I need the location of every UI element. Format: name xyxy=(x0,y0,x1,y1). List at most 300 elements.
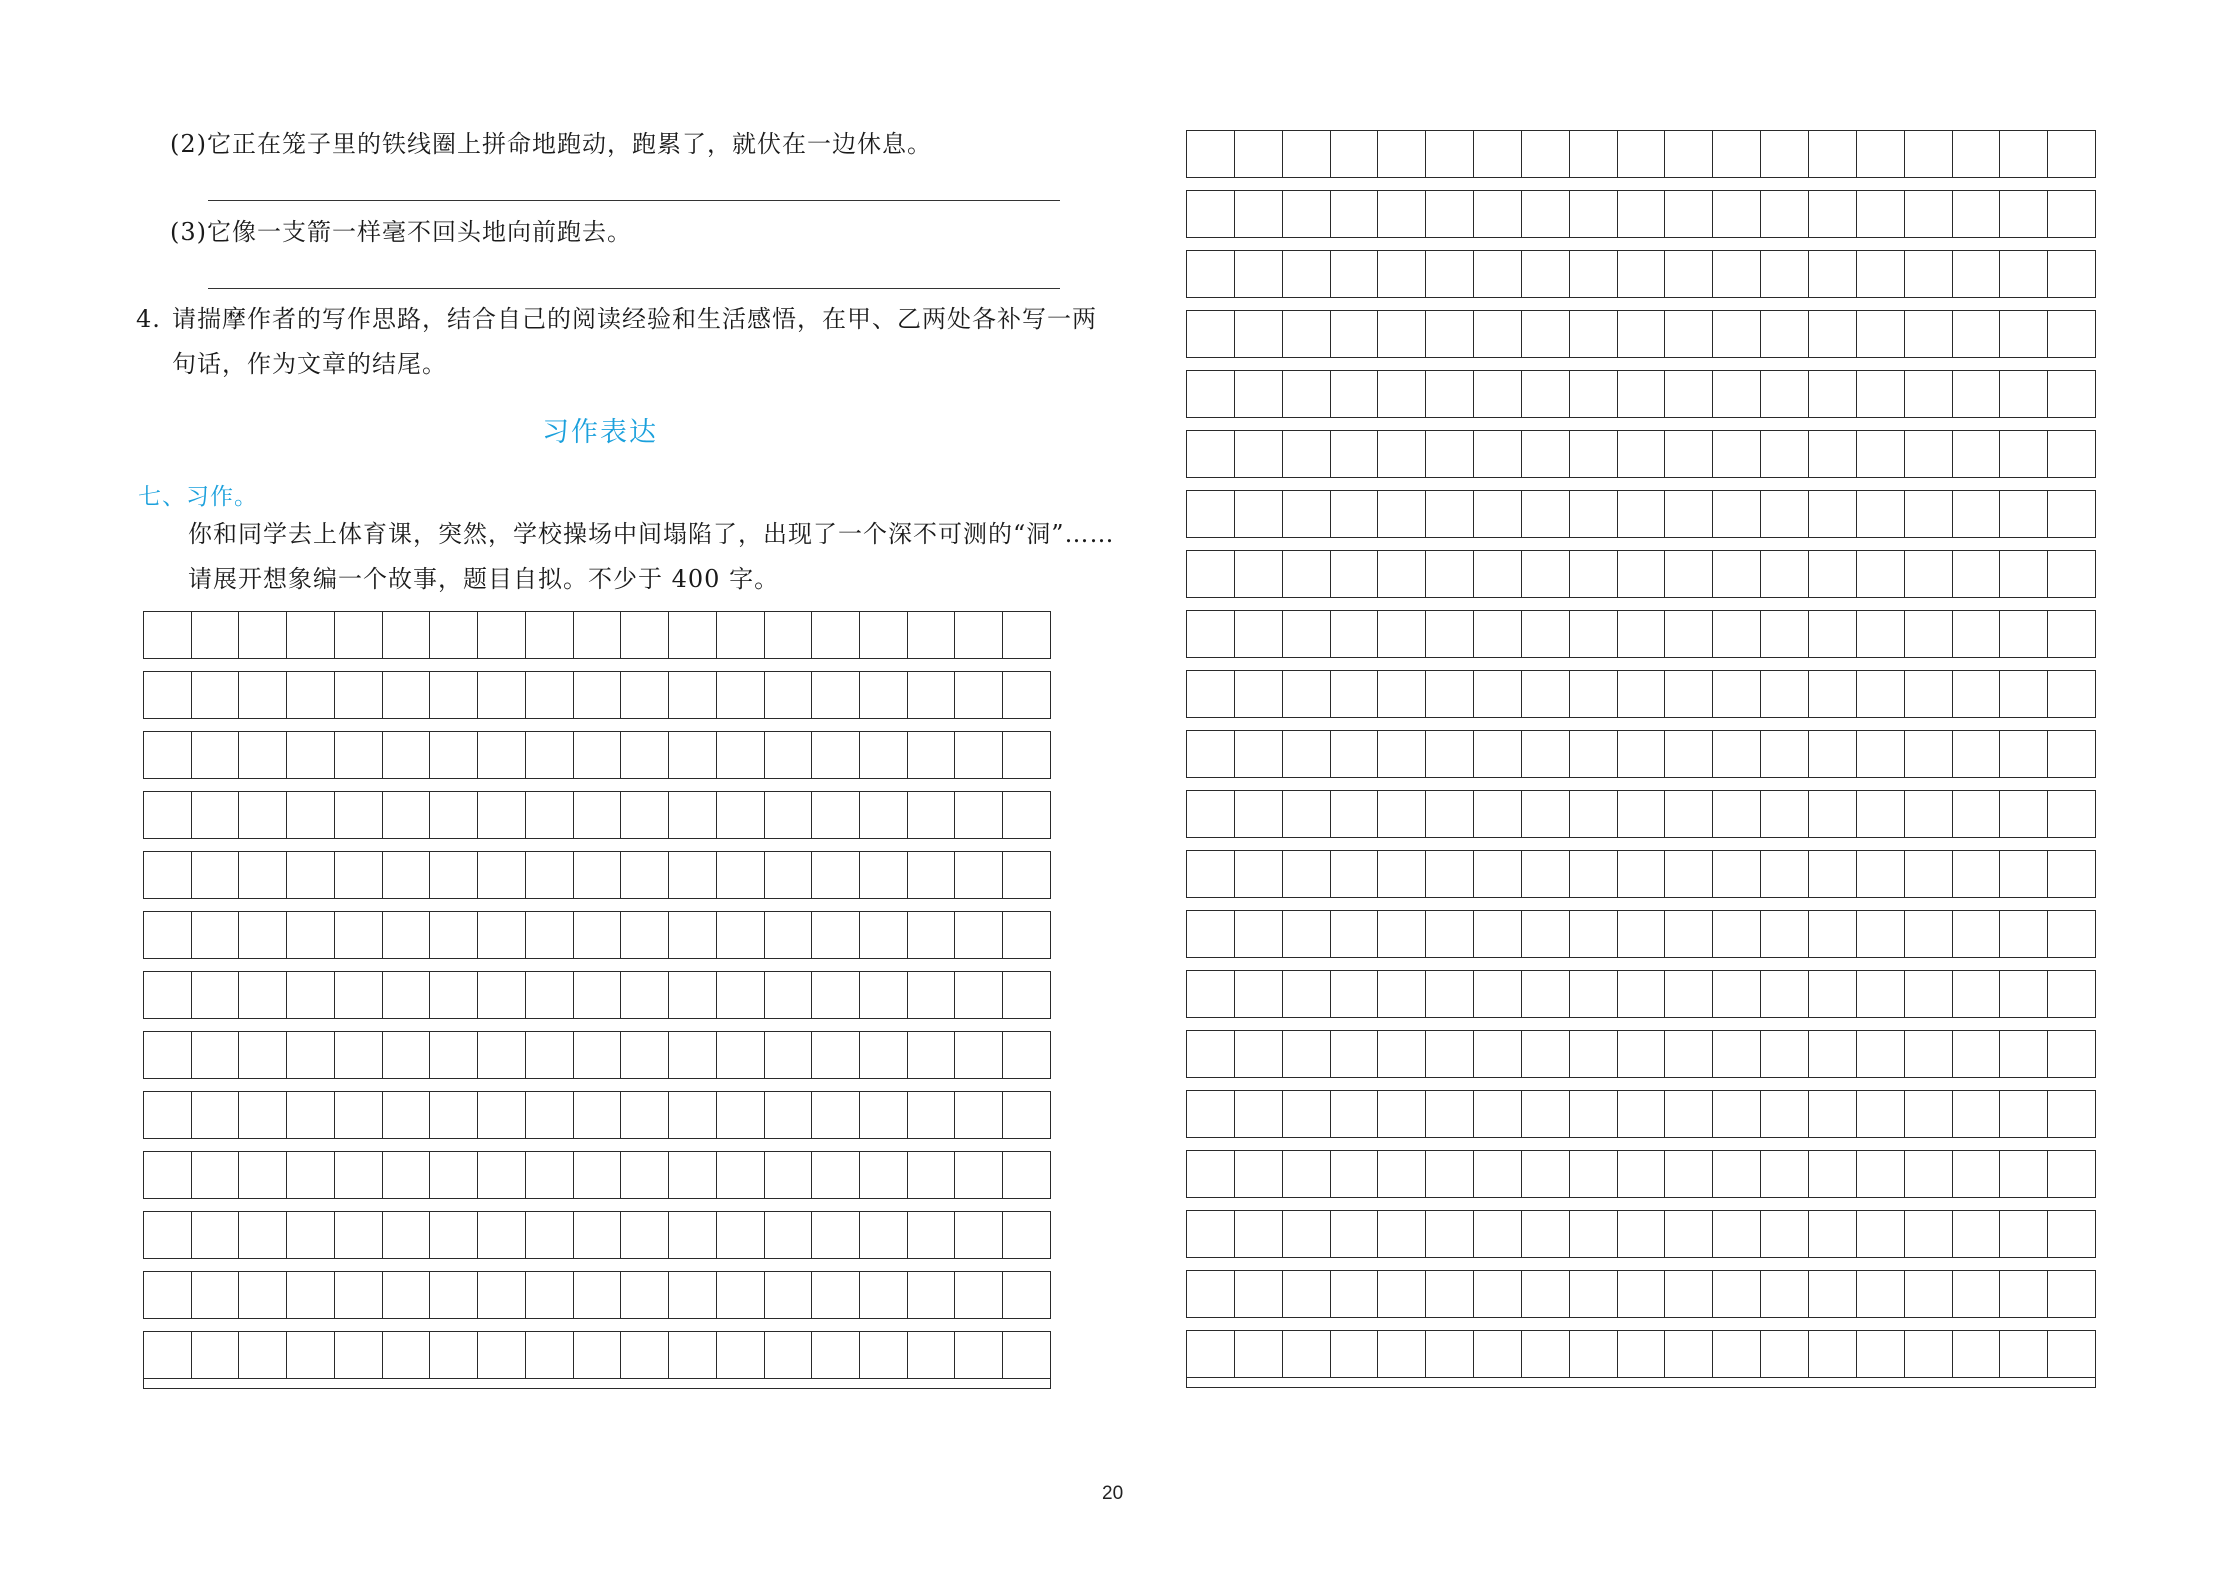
grid-cell[interactable] xyxy=(621,1092,669,1138)
grid-cell[interactable] xyxy=(478,1332,526,1378)
grid-cell[interactable] xyxy=(2000,1211,2048,1257)
grid-cell[interactable] xyxy=(1331,131,1379,177)
grid-cell[interactable] xyxy=(2048,971,2095,1017)
grid-cell[interactable] xyxy=(1474,1091,1522,1137)
grid-cell[interactable] xyxy=(717,852,765,898)
grid-cell[interactable] xyxy=(1378,371,1426,417)
grid-cell[interactable] xyxy=(1809,671,1857,717)
grid-cell[interactable] xyxy=(1187,131,1235,177)
grid-cell[interactable] xyxy=(717,1092,765,1138)
grid-cell[interactable] xyxy=(1618,491,1666,537)
grid-cell[interactable] xyxy=(2048,251,2095,297)
grid-cell[interactable] xyxy=(574,1032,622,1078)
grid-cell[interactable] xyxy=(1857,911,1905,957)
grid-cell[interactable] xyxy=(1665,1211,1713,1257)
grid-cell[interactable] xyxy=(1618,191,1666,237)
grid-cell[interactable] xyxy=(574,852,622,898)
grid-cell[interactable] xyxy=(1761,731,1809,777)
grid-cell[interactable] xyxy=(1570,191,1618,237)
grid-cell[interactable] xyxy=(621,612,669,658)
grid-cell[interactable] xyxy=(1187,911,1235,957)
grid-cell[interactable] xyxy=(669,1152,717,1198)
grid-cell[interactable] xyxy=(478,672,526,718)
grid-cell[interactable] xyxy=(1618,1211,1666,1257)
grid-cell[interactable] xyxy=(1713,251,1761,297)
grid-cell[interactable] xyxy=(2048,1271,2095,1317)
grid-cell[interactable] xyxy=(1378,1091,1426,1137)
grid-cell[interactable] xyxy=(1283,371,1331,417)
grid-cell[interactable] xyxy=(765,1272,813,1318)
grid-cell[interactable] xyxy=(860,1332,908,1378)
grid-cell[interactable] xyxy=(765,1152,813,1198)
grid-cell[interactable] xyxy=(1235,1031,1283,1077)
grid-cell[interactable] xyxy=(1187,311,1235,357)
grid-cell[interactable] xyxy=(192,1092,240,1138)
grid-cell[interactable] xyxy=(335,792,383,838)
grid-cell[interactable] xyxy=(1426,551,1474,597)
grid-cell[interactable] xyxy=(1283,1331,1331,1377)
grid-cell[interactable] xyxy=(335,852,383,898)
grid-cell[interactable] xyxy=(2000,971,2048,1017)
grid-cell[interactable] xyxy=(812,732,860,778)
grid-cell[interactable] xyxy=(574,1332,622,1378)
grid-cell[interactable] xyxy=(526,672,574,718)
grid-cell[interactable] xyxy=(192,672,240,718)
grid-cell[interactable] xyxy=(1570,671,1618,717)
grid-cell[interactable] xyxy=(1570,1331,1618,1377)
grid-cell[interactable] xyxy=(144,1212,192,1258)
grid-cell[interactable] xyxy=(1857,611,1905,657)
grid-cell[interactable] xyxy=(1618,611,1666,657)
grid-cell[interactable] xyxy=(765,912,813,958)
grid-cell[interactable] xyxy=(144,1272,192,1318)
grid-cell[interactable] xyxy=(335,1212,383,1258)
grid-cell[interactable] xyxy=(1283,551,1331,597)
grid-cell[interactable] xyxy=(1474,851,1522,897)
grid-cell[interactable] xyxy=(383,912,431,958)
grid-cell[interactable] xyxy=(2000,851,2048,897)
grid-cell[interactable] xyxy=(239,852,287,898)
grid-cell[interactable] xyxy=(2048,491,2095,537)
grid-cell[interactable] xyxy=(478,1272,526,1318)
grid-cell[interactable] xyxy=(1474,491,1522,537)
grid-cell[interactable] xyxy=(2048,131,2095,177)
grid-cell[interactable] xyxy=(383,732,431,778)
grid-cell[interactable] xyxy=(1761,611,1809,657)
grid-cell[interactable] xyxy=(2000,251,2048,297)
grid-cell[interactable] xyxy=(1187,1211,1235,1257)
grid-cell[interactable] xyxy=(1378,1211,1426,1257)
grid-cell[interactable] xyxy=(478,1212,526,1258)
grid-cell[interactable] xyxy=(1474,791,1522,837)
grid-cell[interactable] xyxy=(287,612,335,658)
grid-cell[interactable] xyxy=(2000,611,2048,657)
grid-cell[interactable] xyxy=(765,612,813,658)
grid-cell[interactable] xyxy=(1426,1151,1474,1197)
grid-cell[interactable] xyxy=(1378,491,1426,537)
grid-cell[interactable] xyxy=(1283,491,1331,537)
grid-cell[interactable] xyxy=(1003,792,1050,838)
grid-cell[interactable] xyxy=(1953,1151,2001,1197)
grid-cell[interactable] xyxy=(2000,1331,2048,1377)
grid-cell[interactable] xyxy=(1474,371,1522,417)
grid-cell[interactable] xyxy=(1905,491,1953,537)
grid-cell[interactable] xyxy=(1570,611,1618,657)
grid-cell[interactable] xyxy=(1283,191,1331,237)
grid-cell[interactable] xyxy=(1665,431,1713,477)
grid-cell[interactable] xyxy=(860,1212,908,1258)
grid-cell[interactable] xyxy=(1618,911,1666,957)
grid-cell[interactable] xyxy=(287,1152,335,1198)
grid-cell[interactable] xyxy=(1809,1031,1857,1077)
grid-cell[interactable] xyxy=(430,912,478,958)
grid-cell[interactable] xyxy=(1522,911,1570,957)
grid-cell[interactable] xyxy=(574,1272,622,1318)
grid-cell[interactable] xyxy=(1003,1032,1050,1078)
grid-cell[interactable] xyxy=(335,612,383,658)
grid-cell[interactable] xyxy=(526,612,574,658)
grid-cell[interactable] xyxy=(192,972,240,1018)
grid-cell[interactable] xyxy=(1857,731,1905,777)
grid-cell[interactable] xyxy=(287,792,335,838)
grid-cell[interactable] xyxy=(1713,1271,1761,1317)
grid-cell[interactable] xyxy=(1618,731,1666,777)
grid-cell[interactable] xyxy=(1283,251,1331,297)
grid-cell[interactable] xyxy=(2000,311,2048,357)
grid-cell[interactable] xyxy=(1953,1091,2001,1137)
grid-cell[interactable] xyxy=(1713,551,1761,597)
grid-cell[interactable] xyxy=(1857,371,1905,417)
grid-cell[interactable] xyxy=(1857,1091,1905,1137)
grid-cell[interactable] xyxy=(1522,1331,1570,1377)
grid-cell[interactable] xyxy=(812,852,860,898)
grid-cell[interactable] xyxy=(287,1032,335,1078)
grid-cell[interactable] xyxy=(908,1212,956,1258)
grid-cell[interactable] xyxy=(478,912,526,958)
grid-cell[interactable] xyxy=(383,1272,431,1318)
grid-cell[interactable] xyxy=(335,1332,383,1378)
grid-cell[interactable] xyxy=(1570,851,1618,897)
grid-cell[interactable] xyxy=(908,1152,956,1198)
grid-cell[interactable] xyxy=(144,912,192,958)
grid-cell[interactable] xyxy=(1474,431,1522,477)
grid-cell[interactable] xyxy=(1331,491,1379,537)
grid-cell[interactable] xyxy=(239,672,287,718)
grid-cell[interactable] xyxy=(955,672,1003,718)
grid-cell[interactable] xyxy=(1426,371,1474,417)
grid-cell[interactable] xyxy=(812,612,860,658)
grid-cell[interactable] xyxy=(1522,491,1570,537)
grid-cell[interactable] xyxy=(1474,551,1522,597)
grid-cell[interactable] xyxy=(1426,251,1474,297)
grid-cell[interactable] xyxy=(192,852,240,898)
grid-cell[interactable] xyxy=(1809,911,1857,957)
grid-cell[interactable] xyxy=(1003,1212,1050,1258)
grid-cell[interactable] xyxy=(717,672,765,718)
grid-cell[interactable] xyxy=(430,612,478,658)
grid-cell[interactable] xyxy=(1618,551,1666,597)
grid-cell[interactable] xyxy=(1187,671,1235,717)
grid-cell[interactable] xyxy=(1378,1271,1426,1317)
grid-cell[interactable] xyxy=(1761,851,1809,897)
grid-cell[interactable] xyxy=(1905,851,1953,897)
grid-cell[interactable] xyxy=(1713,911,1761,957)
grid-cell[interactable] xyxy=(1857,131,1905,177)
grid-cell[interactable] xyxy=(1522,251,1570,297)
grid-cell[interactable] xyxy=(1003,1332,1050,1378)
grid-cell[interactable] xyxy=(478,1152,526,1198)
grid-cell[interactable] xyxy=(765,972,813,1018)
grid-cell[interactable] xyxy=(2000,1091,2048,1137)
grid-cell[interactable] xyxy=(1283,731,1331,777)
grid-cell[interactable] xyxy=(478,792,526,838)
grid-cell[interactable] xyxy=(1522,1151,1570,1197)
grid-cell[interactable] xyxy=(1905,1031,1953,1077)
grid-cell[interactable] xyxy=(1570,1091,1618,1137)
grid-cell[interactable] xyxy=(430,852,478,898)
grid-cell[interactable] xyxy=(1003,912,1050,958)
grid-cell[interactable] xyxy=(574,972,622,1018)
grid-cell[interactable] xyxy=(1713,971,1761,1017)
grid-cell[interactable] xyxy=(383,1032,431,1078)
grid-cell[interactable] xyxy=(1331,1151,1379,1197)
grid-cell[interactable] xyxy=(2048,911,2095,957)
grid-cell[interactable] xyxy=(192,1032,240,1078)
grid-cell[interactable] xyxy=(1953,551,2001,597)
grid-cell[interactable] xyxy=(192,1272,240,1318)
grid-cell[interactable] xyxy=(574,732,622,778)
grid-cell[interactable] xyxy=(955,1032,1003,1078)
grid-cell[interactable] xyxy=(1761,311,1809,357)
grid-cell[interactable] xyxy=(1283,1031,1331,1077)
grid-cell[interactable] xyxy=(621,912,669,958)
grid-cell[interactable] xyxy=(144,852,192,898)
grid-cell[interactable] xyxy=(335,912,383,958)
grid-cell[interactable] xyxy=(1953,1331,2001,1377)
grid-cell[interactable] xyxy=(430,732,478,778)
grid-cell[interactable] xyxy=(1953,491,2001,537)
grid-cell[interactable] xyxy=(526,1272,574,1318)
grid-cell[interactable] xyxy=(1235,851,1283,897)
grid-cell[interactable] xyxy=(430,1332,478,1378)
grid-cell[interactable] xyxy=(1235,311,1283,357)
grid-cell[interactable] xyxy=(765,852,813,898)
grid-cell[interactable] xyxy=(1761,1091,1809,1137)
grid-cell[interactable] xyxy=(1857,671,1905,717)
grid-cell[interactable] xyxy=(1283,971,1331,1017)
grid-cell[interactable] xyxy=(1618,971,1666,1017)
grid-cell[interactable] xyxy=(765,1092,813,1138)
grid-cell[interactable] xyxy=(2000,371,2048,417)
grid-cell[interactable] xyxy=(955,1332,1003,1378)
grid-cell[interactable] xyxy=(1003,612,1050,658)
grid-cell[interactable] xyxy=(1426,1031,1474,1077)
grid-cell[interactable] xyxy=(1331,191,1379,237)
grid-cell[interactable] xyxy=(1809,191,1857,237)
grid-cell[interactable] xyxy=(1809,1331,1857,1377)
grid-cell[interactable] xyxy=(1235,1151,1283,1197)
grid-cell[interactable] xyxy=(192,612,240,658)
grid-cell[interactable] xyxy=(1905,1331,1953,1377)
grid-cell[interactable] xyxy=(1570,251,1618,297)
grid-cell[interactable] xyxy=(287,1212,335,1258)
grid-cell[interactable] xyxy=(1761,1031,1809,1077)
grid-cell[interactable] xyxy=(812,1092,860,1138)
grid-cell[interactable] xyxy=(1522,551,1570,597)
grid-cell[interactable] xyxy=(1187,1031,1235,1077)
grid-cell[interactable] xyxy=(860,672,908,718)
grid-cell[interactable] xyxy=(1905,1211,1953,1257)
grid-cell[interactable] xyxy=(1187,491,1235,537)
grid-cell[interactable] xyxy=(1857,431,1905,477)
grid-cell[interactable] xyxy=(1713,371,1761,417)
grid-cell[interactable] xyxy=(1426,1211,1474,1257)
grid-cell[interactable] xyxy=(287,852,335,898)
grid-cell[interactable] xyxy=(1570,131,1618,177)
grid-cell[interactable] xyxy=(2000,131,2048,177)
grid-cell[interactable] xyxy=(1905,911,1953,957)
grid-cell[interactable] xyxy=(908,732,956,778)
grid-cell[interactable] xyxy=(669,792,717,838)
grid-cell[interactable] xyxy=(1235,191,1283,237)
grid-cell[interactable] xyxy=(621,1212,669,1258)
grid-cell[interactable] xyxy=(1522,671,1570,717)
grid-cell[interactable] xyxy=(1761,251,1809,297)
grid-cell[interactable] xyxy=(908,1332,956,1378)
grid-cell[interactable] xyxy=(812,1212,860,1258)
grid-cell[interactable] xyxy=(335,1272,383,1318)
grid-cell[interactable] xyxy=(621,1152,669,1198)
grid-cell[interactable] xyxy=(1905,431,1953,477)
grid-cell[interactable] xyxy=(1618,131,1666,177)
grid-cell[interactable] xyxy=(669,732,717,778)
grid-cell[interactable] xyxy=(2000,791,2048,837)
grid-cell[interactable] xyxy=(1761,791,1809,837)
grid-cell[interactable] xyxy=(1331,851,1379,897)
grid-cell[interactable] xyxy=(1187,1091,1235,1137)
grid-cell[interactable] xyxy=(1857,311,1905,357)
grid-cell[interactable] xyxy=(1331,791,1379,837)
grid-cell[interactable] xyxy=(1953,431,2001,477)
grid-cell[interactable] xyxy=(430,1092,478,1138)
grid-cell[interactable] xyxy=(1809,1091,1857,1137)
grid-cell[interactable] xyxy=(2000,491,2048,537)
grid-cell[interactable] xyxy=(1474,671,1522,717)
grid-cell[interactable] xyxy=(1618,1271,1666,1317)
grid-cell[interactable] xyxy=(1809,1151,1857,1197)
grid-cell[interactable] xyxy=(1378,251,1426,297)
grid-cell[interactable] xyxy=(239,1332,287,1378)
grid-cell[interactable] xyxy=(1713,131,1761,177)
grid-cell[interactable] xyxy=(860,852,908,898)
grid-cell[interactable] xyxy=(239,912,287,958)
grid-cell[interactable] xyxy=(192,1212,240,1258)
grid-cell[interactable] xyxy=(1283,851,1331,897)
grid-cell[interactable] xyxy=(1570,491,1618,537)
grid-cell[interactable] xyxy=(430,1212,478,1258)
grid-cell[interactable] xyxy=(1761,551,1809,597)
grid-cell[interactable] xyxy=(1665,311,1713,357)
grid-cell[interactable] xyxy=(1809,731,1857,777)
grid-cell[interactable] xyxy=(1665,851,1713,897)
grid-cell[interactable] xyxy=(1809,131,1857,177)
grid-cell[interactable] xyxy=(1570,551,1618,597)
grid-cell[interactable] xyxy=(717,972,765,1018)
grid-cell[interactable] xyxy=(287,1272,335,1318)
grid-cell[interactable] xyxy=(1331,311,1379,357)
grid-cell[interactable] xyxy=(335,972,383,1018)
grid-cell[interactable] xyxy=(1953,791,2001,837)
grid-cell[interactable] xyxy=(383,852,431,898)
grid-cell[interactable] xyxy=(526,972,574,1018)
grid-cell[interactable] xyxy=(1331,731,1379,777)
grid-cell[interactable] xyxy=(1713,1331,1761,1377)
grid-cell[interactable] xyxy=(717,612,765,658)
answer-line-1[interactable] xyxy=(208,200,1060,201)
grid-cell[interactable] xyxy=(860,1032,908,1078)
grid-cell[interactable] xyxy=(1905,371,1953,417)
grid-cell[interactable] xyxy=(1665,791,1713,837)
grid-cell[interactable] xyxy=(1331,1091,1379,1137)
grid-cell[interactable] xyxy=(1378,131,1426,177)
grid-cell[interactable] xyxy=(574,1212,622,1258)
grid-cell[interactable] xyxy=(1618,251,1666,297)
grid-cell[interactable] xyxy=(812,972,860,1018)
grid-cell[interactable] xyxy=(1235,791,1283,837)
grid-cell[interactable] xyxy=(1905,551,1953,597)
grid-cell[interactable] xyxy=(717,912,765,958)
grid-cell[interactable] xyxy=(1426,971,1474,1017)
grid-cell[interactable] xyxy=(2048,1031,2095,1077)
grid-cell[interactable] xyxy=(430,672,478,718)
grid-cell[interactable] xyxy=(2048,791,2095,837)
grid-cell[interactable] xyxy=(955,912,1003,958)
grid-cell[interactable] xyxy=(1474,311,1522,357)
grid-cell[interactable] xyxy=(1474,911,1522,957)
grid-cell[interactable] xyxy=(1426,1271,1474,1317)
grid-cell[interactable] xyxy=(1378,191,1426,237)
grid-cell[interactable] xyxy=(955,1212,1003,1258)
grid-cell[interactable] xyxy=(1618,791,1666,837)
grid-cell[interactable] xyxy=(287,912,335,958)
grid-cell[interactable] xyxy=(1857,1211,1905,1257)
grid-cell[interactable] xyxy=(1953,311,2001,357)
grid-cell[interactable] xyxy=(526,792,574,838)
grid-cell[interactable] xyxy=(383,792,431,838)
grid-cell[interactable] xyxy=(1857,1271,1905,1317)
grid-cell[interactable] xyxy=(430,792,478,838)
grid-cell[interactable] xyxy=(1713,431,1761,477)
grid-cell[interactable] xyxy=(1522,1091,1570,1137)
grid-cell[interactable] xyxy=(478,1092,526,1138)
grid-cell[interactable] xyxy=(1857,1151,1905,1197)
grid-cell[interactable] xyxy=(2000,1271,2048,1317)
grid-cell[interactable] xyxy=(144,732,192,778)
grid-cell[interactable] xyxy=(717,1032,765,1078)
grid-cell[interactable] xyxy=(526,1212,574,1258)
grid-cell[interactable] xyxy=(478,972,526,1018)
grid-cell[interactable] xyxy=(1665,1091,1713,1137)
grid-cell[interactable] xyxy=(1331,671,1379,717)
grid-cell[interactable] xyxy=(669,852,717,898)
grid-cell[interactable] xyxy=(574,912,622,958)
grid-cell[interactable] xyxy=(1235,1091,1283,1137)
grid-cell[interactable] xyxy=(1187,1271,1235,1317)
grid-cell[interactable] xyxy=(1003,972,1050,1018)
grid-cell[interactable] xyxy=(812,1152,860,1198)
grid-cell[interactable] xyxy=(1283,1151,1331,1197)
grid-cell[interactable] xyxy=(621,972,669,1018)
